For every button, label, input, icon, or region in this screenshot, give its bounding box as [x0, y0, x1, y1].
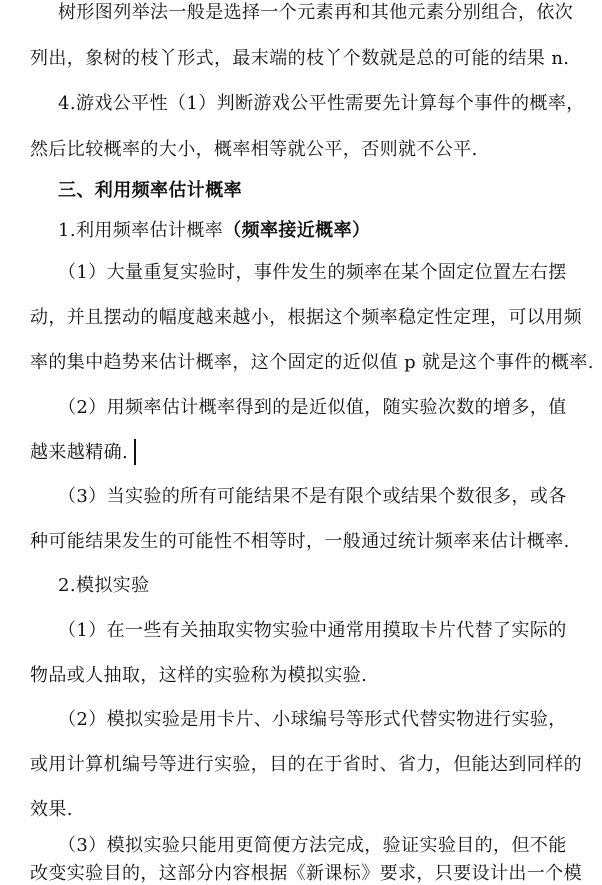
text-line: 率的集中趋势来估计概率，这个固定的近似值 p 就是这个事件的概率. [30, 352, 594, 373]
text-line: 列出，象树的枝丫形式，最末端的枝丫个数就是总的可能的结果 n. [30, 48, 570, 69]
text-line: （3）当实验的所有可能结果不是有限个或结果个数很多，或各 [58, 486, 567, 507]
text-line: （3）模拟实验只能用更简便方法完成，验证实验目的，但不能 [58, 835, 567, 856]
text-line: （1）在一些有关抽取实物实验中通常用摸取卡片代替了实际的 [58, 620, 567, 641]
text-line: （2）模拟实验是用卡片、小球编号等形式代替实物进行实验， [58, 709, 567, 730]
subsection-heading-emphasis: （频率接近概率） [223, 220, 371, 241]
text-line: 改变实验目的，这部分内容根据《新课标》要求，只要设计出一个模 [30, 863, 582, 884]
subsection-heading [0, 220, 602, 242]
text-line: （1）大量重复实验时，事件发生的频率在某个固定位置左右摆 [58, 262, 567, 283]
text-line: 越来越精确. [30, 442, 129, 463]
text-line: （2）用频率估计概率得到的是近似值，随实验次数的增多，值 [58, 397, 567, 418]
text-line: 树形图列举法一般是选择一个元素再和其他元素分别组合，依次 [58, 2, 574, 23]
text-line: 种可能结果发生的可能性不相等时，一般通过统计频率来估计概率. [30, 531, 570, 552]
section-heading: 三、利用频率估计概率 [58, 180, 242, 201]
text-line: 然后比较概率的大小，概率相等就公平，否则就不公平. [30, 139, 478, 160]
subsection-heading: 2.模拟实验 [58, 575, 150, 596]
text-line: 或用计算机编号等进行实验，目的在于省时、省力，但能达到同样的 [30, 754, 582, 775]
text-line: 效果. [30, 799, 73, 820]
subsection-heading-text: 1.利用频率估计概率 [58, 220, 224, 241]
text-line: 动，并且摆动的幅度越来越小，根据这个频率稳定性定理，可以用频 [30, 307, 582, 328]
text-line: 4.游戏公平性（1）判断游戏公平性需要先计算每个事件的概率， [58, 93, 585, 114]
text-line: 物品或人抽取，这样的实验称为模拟实验. [30, 665, 368, 686]
text-cursor[interactable] [134, 439, 136, 465]
